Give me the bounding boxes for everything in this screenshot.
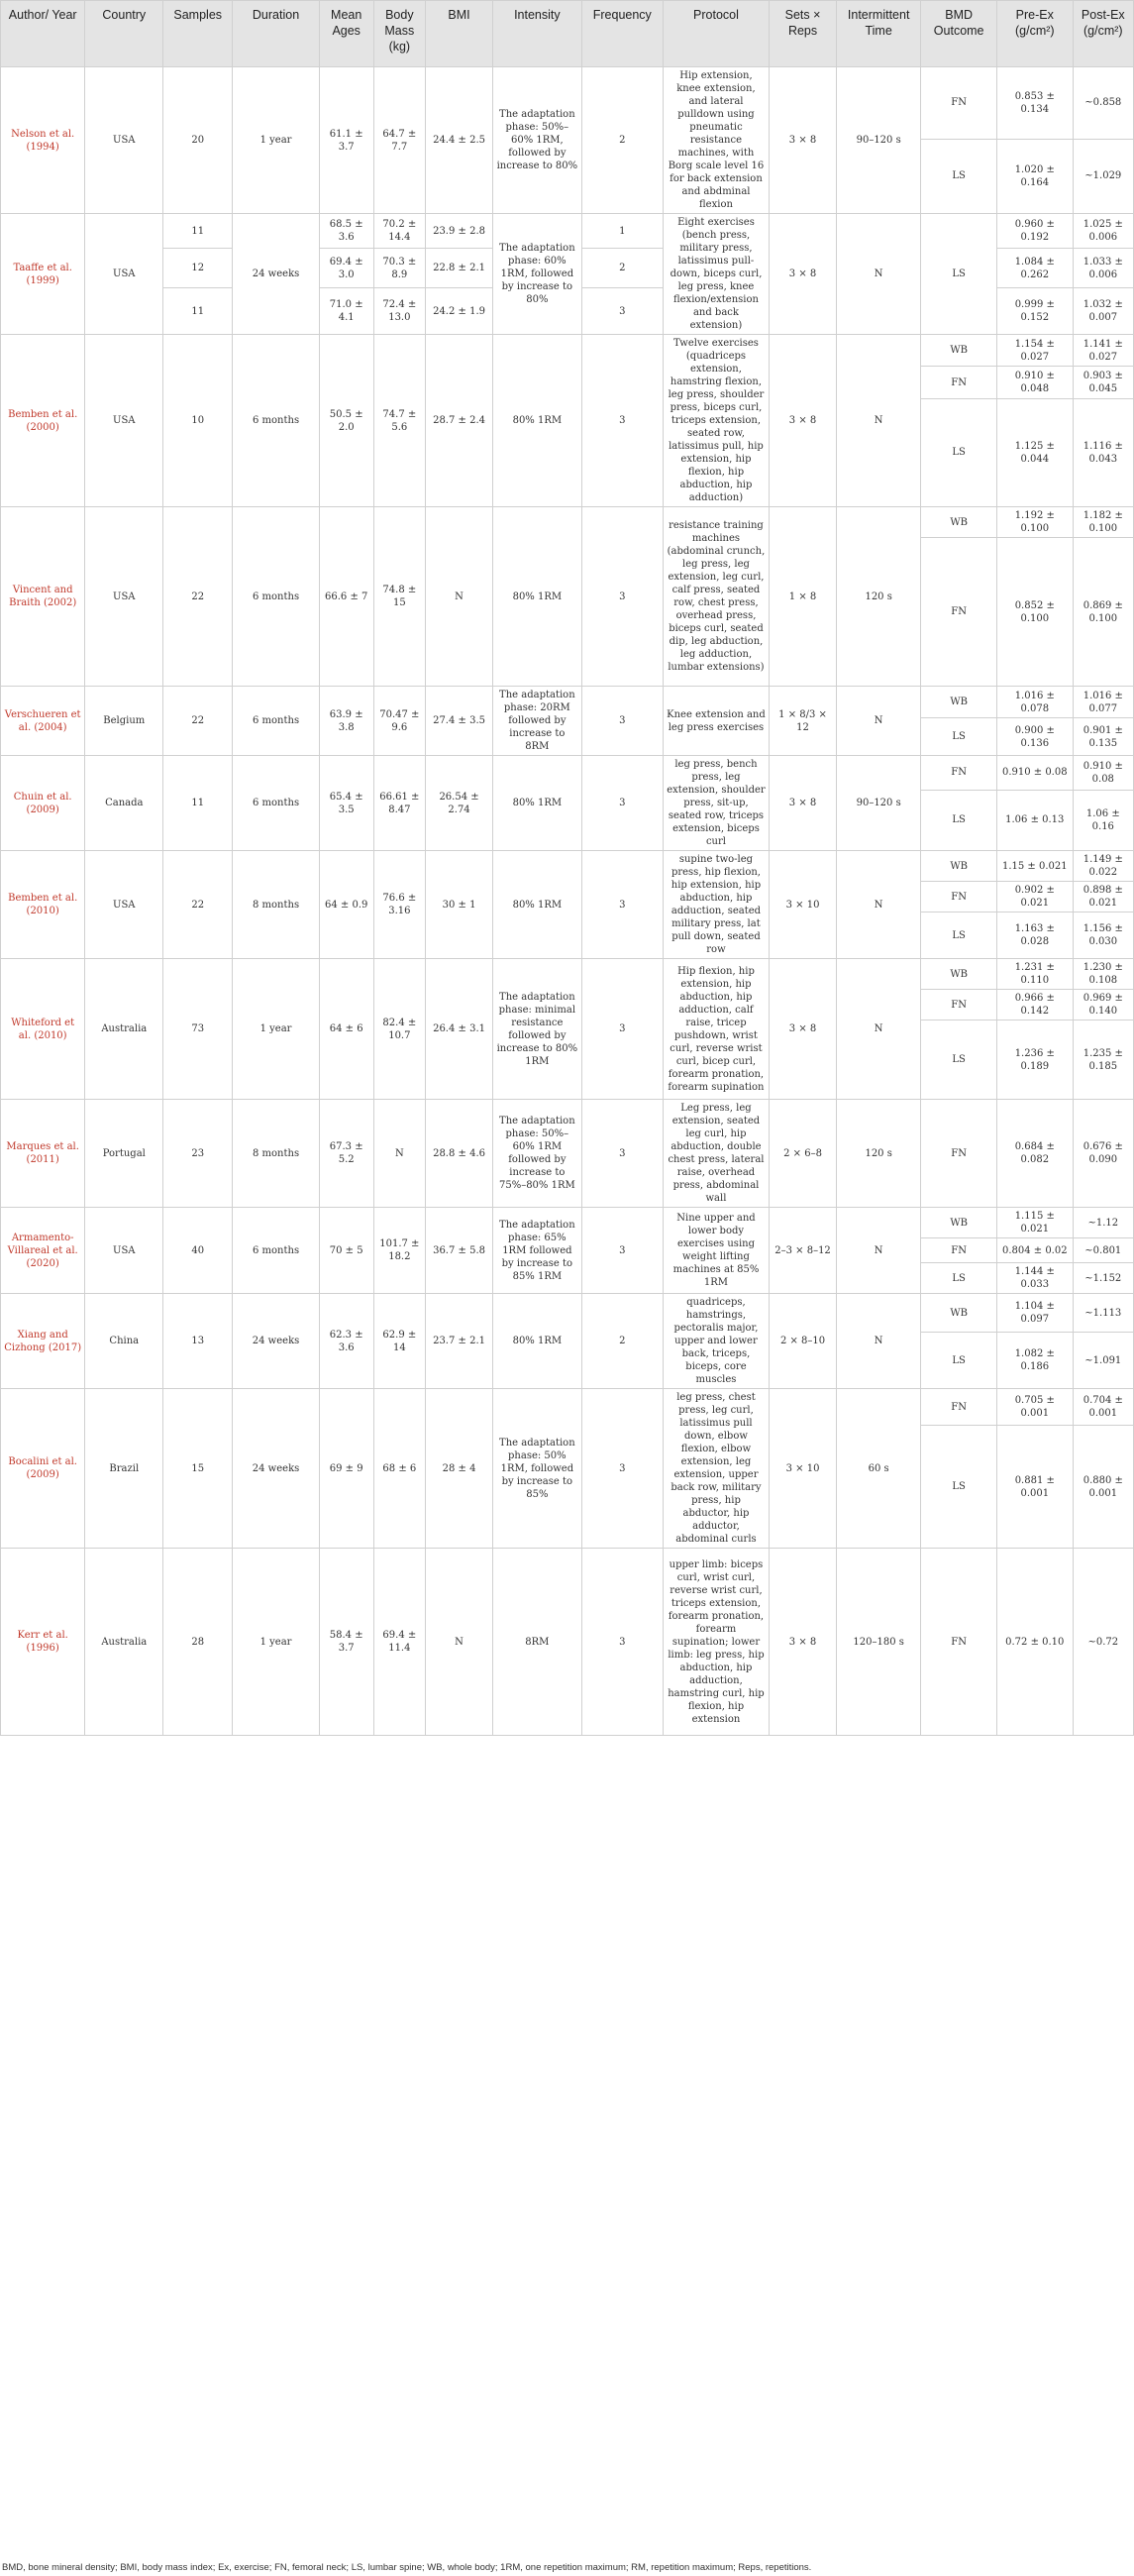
author-year-cell: Verschueren et al. (2004) (1, 687, 85, 756)
protocol-cell: leg press, chest press, leg curl, latissimus pull down, elbow flexion, elbow extension, leg extension, upper back row, military press, hip abductor, hip adductor, abdominal curls (663, 1389, 769, 1549)
country-cell: USA (85, 851, 163, 959)
pre-ex-cell: 0.910 ± 0.08 (996, 756, 1073, 791)
sets-reps-cell: 3 × 8 (770, 959, 837, 1100)
bmd-outcome-cell: LS (921, 139, 997, 213)
intermittent-time-cell: 60 s (836, 1389, 920, 1549)
bmi-cell: 26.54 ± 2.74 (426, 756, 493, 851)
post-ex-cell: ~1.152 (1073, 1263, 1133, 1294)
samples-cell: 22 (163, 851, 233, 959)
intermittent-time-cell: N (836, 959, 920, 1100)
header-sets-reps: Sets × Reps (770, 1, 837, 67)
post-ex-cell: 0.901 ± 0.135 (1073, 718, 1133, 756)
protocol-cell: Twelve exercises (quadriceps extension, hamstring flexion, leg press, shoulder press, biceps curl, triceps extension, seated row, latissimus pull, hip extension, hip flexion, hip abduction, hip adduction) (663, 335, 769, 507)
header-samples: Samples (163, 1, 233, 67)
header-body-mass: Body Mass (kg) (373, 1, 426, 67)
author-year-cell: Bemben et al. (2000) (1, 335, 85, 507)
table-row (1, 851, 1134, 882)
pre-ex-cell: 0.902 ± 0.021 (996, 882, 1073, 912)
intensity-cell: The adaptation phase: 65% 1RM followed by increase to 85% 1RM (492, 1208, 581, 1294)
pre-ex-cell: 1.231 ± 0.110 (996, 959, 1073, 990)
bmd-outcome-cell: WB (921, 1208, 997, 1238)
table-row (1, 507, 1134, 538)
protocol-cell: Eight exercises (bench press, military press, latissimus pull-down, biceps curl, leg press, knee flexion/extension and back extension) (663, 214, 769, 335)
bmd-outcome-cell: LS (921, 1263, 997, 1294)
pre-ex-cell: 1.236 ± 0.189 (996, 1020, 1073, 1100)
protocol-cell: Hip extension, knee extension, and lateral pulldown using pneumatic resistance machines, with Borg scale level 16 for back extension and abdminal flexion (663, 67, 769, 214)
duration-cell: 6 months (233, 756, 320, 851)
intensity-cell: The adaptation phase: 50%–60% 1RM, followed by increase to 80% (492, 67, 581, 214)
body-mass-cell: 72.4 ± 13.0 (373, 288, 426, 335)
post-ex-cell: 1.141 ± 0.027 (1073, 335, 1133, 367)
samples-cell: 23 (163, 1100, 233, 1208)
protocol-cell: quadriceps, hamstrings, pectoralis major, upper and lower back, triceps, biceps, core muscles (663, 1294, 769, 1389)
bmd-outcome-cell: WB (921, 687, 997, 718)
pre-ex-cell: 0.999 ± 0.152 (996, 288, 1073, 335)
intensity-cell: 80% 1RM (492, 507, 581, 687)
country-cell: Belgium (85, 687, 163, 756)
frequency-cell: 3 (581, 288, 663, 335)
intensity-cell: The adaptation phase: minimal resistance followed by increase to 80% 1RM (492, 959, 581, 1100)
header-author: Author/ Year (1, 1, 85, 67)
intensity-cell: The adaptation phase: 60% 1RM, followed by increase to 80% (492, 214, 581, 335)
post-ex-cell: 1.016 ± 0.077 (1073, 687, 1133, 718)
sets-reps-cell: 3 × 8 (770, 214, 837, 335)
mean-age-cell: 69.4 ± 3.0 (319, 249, 373, 288)
mean-age-cell: 50.5 ± 2.0 (319, 335, 373, 507)
intermittent-time-cell: 90–120 s (836, 756, 920, 851)
bmd-outcome-cell: LS (921, 1426, 997, 1549)
protocol-cell: Leg press, leg extension, seated leg curl, hip abduction, double chest press, lateral raise, overhead press, abdominal wall (663, 1100, 769, 1208)
frequency-cell: 3 (581, 959, 663, 1100)
pre-ex-cell: 0.72 ± 0.10 (996, 1549, 1073, 1736)
post-ex-cell: 1.033 ± 0.006 (1073, 249, 1133, 288)
protocol-cell: Nine upper and lower body exercises using weight lifting machines at 85% 1RM (663, 1208, 769, 1294)
samples-cell: 12 (163, 249, 233, 288)
body-mass-cell: 70.47 ± 9.6 (373, 687, 426, 756)
bmd-outcome-cell: FN (921, 1238, 997, 1263)
body-mass-cell: 66.61 ± 8.47 (373, 756, 426, 851)
frequency-cell: 3 (581, 756, 663, 851)
bmi-cell: N (426, 1549, 493, 1736)
pre-ex-cell: 0.881 ± 0.001 (996, 1426, 1073, 1549)
country-cell: USA (85, 507, 163, 687)
header-protocol: Protocol (663, 1, 769, 67)
mean-age-cell: 61.1 ± 3.7 (319, 67, 373, 214)
bmi-cell: 36.7 ± 5.8 (426, 1208, 493, 1294)
header-frequency: Frequency (581, 1, 663, 67)
bmd-outcome-cell: LS (921, 1333, 997, 1389)
bmd-outcome-cell: FN (921, 756, 997, 791)
header-intermittent-time: Intermittent Time (836, 1, 920, 67)
table-row (1, 1549, 1134, 1736)
table-row (1, 1208, 1134, 1238)
bmi-cell: 30 ± 1 (426, 851, 493, 959)
post-ex-cell: 1.06 ± 0.16 (1073, 790, 1133, 850)
pre-ex-cell: 0.705 ± 0.001 (996, 1389, 1073, 1426)
bmd-outcome-cell: LS (921, 718, 997, 756)
post-ex-cell: 1.116 ± 0.043 (1073, 398, 1133, 506)
bmd-outcome-cell: WB (921, 1294, 997, 1333)
bmd-outcome-cell: FN (921, 1389, 997, 1426)
author-year-cell: Taaffe et al. (1999) (1, 214, 85, 335)
table-row (1, 214, 1134, 249)
bmd-outcome-cell: LS (921, 790, 997, 850)
bmd-outcome-cell: WB (921, 335, 997, 367)
mean-age-cell: 71.0 ± 4.1 (319, 288, 373, 335)
body-mass-cell: 69.4 ± 11.4 (373, 1549, 426, 1736)
frequency-cell: 3 (581, 335, 663, 507)
author-year-cell: Whiteford et al. (2010) (1, 959, 85, 1100)
samples-cell: 10 (163, 335, 233, 507)
header-mean-ages: Mean Ages (319, 1, 373, 67)
samples-cell: 11 (163, 756, 233, 851)
intensity-cell: 80% 1RM (492, 1294, 581, 1389)
header-intensity: Intensity (492, 1, 581, 67)
samples-cell: 22 (163, 507, 233, 687)
header-duration: Duration (233, 1, 320, 67)
intermittent-time-cell: 120 s (836, 507, 920, 687)
body-mass-cell: 70.2 ± 14.4 (373, 214, 426, 249)
mean-age-cell: 70 ± 5 (319, 1208, 373, 1294)
bmd-outcome-cell: FN (921, 1100, 997, 1208)
duration-cell: 1 year (233, 67, 320, 214)
post-ex-cell: 0.676 ± 0.090 (1073, 1100, 1133, 1208)
sets-reps-cell: 3 × 8 (770, 67, 837, 214)
body-mass-cell: 82.4 ± 10.7 (373, 959, 426, 1100)
bmd-outcome-cell: LS (921, 912, 997, 959)
author-year-cell: Vincent and Braith (2002) (1, 507, 85, 687)
duration-cell: 6 months (233, 1208, 320, 1294)
duration-cell: 24 weeks (233, 214, 320, 335)
pre-ex-cell: 1.084 ± 0.262 (996, 249, 1073, 288)
sets-reps-cell: 2 × 6–8 (770, 1100, 837, 1208)
country-cell: USA (85, 214, 163, 335)
bmd-outcome-cell: FN (921, 538, 997, 687)
frequency-cell: 3 (581, 851, 663, 959)
samples-cell: 73 (163, 959, 233, 1100)
intermittent-time-cell: N (836, 1208, 920, 1294)
frequency-cell: 2 (581, 67, 663, 214)
country-cell: Australia (85, 959, 163, 1100)
protocol-cell: resistance training machines (abdominal crunch, leg press, leg extension, leg curl, calf press, seated row, chest press, overhead press, biceps curl, seated dip, leg abduction, leg adduction, lumbar extensions) (663, 507, 769, 687)
post-ex-cell: 1.235 ± 0.185 (1073, 1020, 1133, 1100)
pre-ex-cell: 0.910 ± 0.048 (996, 367, 1073, 398)
mean-age-cell: 62.3 ± 3.6 (319, 1294, 373, 1389)
duration-cell: 1 year (233, 959, 320, 1100)
intermittent-time-cell: 120–180 s (836, 1549, 920, 1736)
sets-reps-cell: 3 × 8 (770, 335, 837, 507)
bmi-cell: 28.8 ± 4.6 (426, 1100, 493, 1208)
author-year-cell: Nelson et al. (1994) (1, 67, 85, 214)
samples-cell: 13 (163, 1294, 233, 1389)
post-ex-cell: 0.898 ± 0.021 (1073, 882, 1133, 912)
bmi-cell: 26.4 ± 3.1 (426, 959, 493, 1100)
frequency-cell: 3 (581, 687, 663, 756)
body-mass-cell: 70.3 ± 8.9 (373, 249, 426, 288)
intensity-cell: 8RM (492, 1549, 581, 1736)
table-row (1, 1389, 1134, 1426)
bmd-outcome-cell: FN (921, 990, 997, 1020)
intermittent-time-cell: 90–120 s (836, 67, 920, 214)
sets-reps-cell: 2 × 8–10 (770, 1294, 837, 1389)
table-row (1, 67, 1134, 140)
bmd-outcome-cell: FN (921, 67, 997, 140)
sets-reps-cell: 3 × 8 (770, 1549, 837, 1736)
body-mass-cell: 76.6 ± 3.16 (373, 851, 426, 959)
mean-age-cell: 63.9 ± 3.8 (319, 687, 373, 756)
frequency-cell: 3 (581, 1549, 663, 1736)
duration-cell: 24 weeks (233, 1294, 320, 1389)
table-row (1, 756, 1134, 791)
author-year-cell: Bemben et al. (2010) (1, 851, 85, 959)
protocol-cell: Hip flexion, hip extension, hip abduction, hip adduction, calf raise, tricep pushdown, wrist curl, reverse wrist curl, bicep curl, forearm pronation, forearm supination (663, 959, 769, 1100)
bmi-cell: 28 ± 4 (426, 1389, 493, 1549)
pre-ex-cell: 1.104 ± 0.097 (996, 1294, 1073, 1333)
duration-cell: 8 months (233, 1100, 320, 1208)
post-ex-cell: ~0.72 (1073, 1549, 1133, 1736)
samples-cell: 20 (163, 67, 233, 214)
post-ex-cell: ~0.858 (1073, 67, 1133, 140)
duration-cell: 24 weeks (233, 1389, 320, 1549)
bmd-outcome-cell: WB (921, 851, 997, 882)
protocol-cell: leg press, bench press, leg extension, shoulder press, sit-up, seated row, triceps extension, biceps curl (663, 756, 769, 851)
pre-ex-cell: 0.852 ± 0.100 (996, 538, 1073, 687)
header-bmd-outcome: BMD Outcome (921, 1, 997, 67)
post-ex-cell: 1.230 ± 0.108 (1073, 959, 1133, 990)
post-ex-cell: 0.969 ± 0.140 (1073, 990, 1133, 1020)
intensity-cell: 80% 1RM (492, 756, 581, 851)
header-country: Country (85, 1, 163, 67)
country-cell: China (85, 1294, 163, 1389)
intermittent-time-cell: N (836, 1294, 920, 1389)
frequency-cell: 3 (581, 1389, 663, 1549)
post-ex-cell: 1.156 ± 0.030 (1073, 912, 1133, 959)
mean-age-cell: 64 ± 0.9 (319, 851, 373, 959)
body-mass-cell: 68 ± 6 (373, 1389, 426, 1549)
author-year-cell: Xiang and Cizhong (2017) (1, 1294, 85, 1389)
country-cell: Canada (85, 756, 163, 851)
bmi-cell: 22.8 ± 2.1 (426, 249, 493, 288)
sets-reps-cell: 3 × 10 (770, 851, 837, 959)
post-ex-cell: ~1.091 (1073, 1333, 1133, 1389)
bmi-cell: 24.4 ± 2.5 (426, 67, 493, 214)
table-row (1, 687, 1134, 718)
header-bmi: BMI (426, 1, 493, 67)
table-row (1, 335, 1134, 367)
post-ex-cell: ~1.12 (1073, 1208, 1133, 1238)
post-ex-cell: 1.032 ± 0.007 (1073, 288, 1133, 335)
samples-cell: 22 (163, 687, 233, 756)
post-ex-cell: ~1.029 (1073, 139, 1133, 213)
pre-ex-cell: 0.966 ± 0.142 (996, 990, 1073, 1020)
samples-cell: 28 (163, 1549, 233, 1736)
sets-reps-cell: 1 × 8/3 × 12 (770, 687, 837, 756)
intermittent-time-cell: N (836, 851, 920, 959)
intermittent-time-cell: N (836, 214, 920, 335)
pre-ex-cell: 0.853 ± 0.134 (996, 67, 1073, 140)
post-ex-cell: 1.182 ± 0.100 (1073, 507, 1133, 538)
pre-ex-cell: 1.020 ± 0.164 (996, 139, 1073, 213)
pre-ex-cell: 1.082 ± 0.186 (996, 1333, 1073, 1389)
table-footnote: BMD, bone mineral density; BMI, body mass index; Ex, exercise; FN, femoral neck; LS, lumbar spine; WB, whole body; 1RM, one repetition maximum; RM, repetition maximum; Reps, repetitions. (2, 2562, 812, 2573)
header-post-ex: Post-Ex (g/cm²) (1073, 1, 1133, 67)
pre-ex-cell: 1.163 ± 0.028 (996, 912, 1073, 959)
intensity-cell: 80% 1RM (492, 851, 581, 959)
author-year-cell: Kerr et al. (1996) (1, 1549, 85, 1736)
mean-age-cell: 65.4 ± 3.5 (319, 756, 373, 851)
mean-age-cell: 66.6 ± 7 (319, 507, 373, 687)
post-ex-cell: 0.869 ± 0.100 (1073, 538, 1133, 687)
sets-reps-cell: 3 × 10 (770, 1389, 837, 1549)
bmi-cell: 27.4 ± 3.5 (426, 687, 493, 756)
post-ex-cell: 0.704 ± 0.001 (1073, 1389, 1133, 1426)
bmd-outcome-cell: LS (921, 398, 997, 506)
country-cell: USA (85, 1208, 163, 1294)
sets-reps-cell: 1 × 8 (770, 507, 837, 687)
intermittent-time-cell: N (836, 335, 920, 507)
mean-age-cell: 58.4 ± 3.7 (319, 1549, 373, 1736)
country-cell: Portugal (85, 1100, 163, 1208)
duration-cell: 6 months (233, 507, 320, 687)
duration-cell: 1 year (233, 1549, 320, 1736)
frequency-cell: 1 (581, 214, 663, 249)
table-row (1, 1294, 1134, 1333)
body-mass-cell: 101.7 ± 18.2 (373, 1208, 426, 1294)
country-cell: Brazil (85, 1389, 163, 1549)
pre-ex-cell: 1.125 ± 0.044 (996, 398, 1073, 506)
pre-ex-cell: 0.804 ± 0.02 (996, 1238, 1073, 1263)
header-pre-ex: Pre-Ex (g/cm²) (996, 1, 1073, 67)
duration-cell: 6 months (233, 687, 320, 756)
frequency-cell: 3 (581, 1208, 663, 1294)
header-row (1, 1, 1134, 67)
frequency-cell: 3 (581, 1100, 663, 1208)
pre-ex-cell: 1.15 ± 0.021 (996, 851, 1073, 882)
post-ex-cell: ~0.801 (1073, 1238, 1133, 1263)
bmd-outcome-cell: FN (921, 367, 997, 398)
country-cell: USA (85, 335, 163, 507)
body-mass-cell: 62.9 ± 14 (373, 1294, 426, 1389)
post-ex-cell: 1.149 ± 0.022 (1073, 851, 1133, 882)
samples-cell: 11 (163, 214, 233, 249)
pre-ex-cell: 1.144 ± 0.033 (996, 1263, 1073, 1294)
post-ex-cell: 0.903 ± 0.045 (1073, 367, 1133, 398)
mean-age-cell: 67.3 ± 5.2 (319, 1100, 373, 1208)
samples-cell: 11 (163, 288, 233, 335)
samples-cell: 40 (163, 1208, 233, 1294)
mean-age-cell: 68.5 ± 3.6 (319, 214, 373, 249)
intensity-cell: 80% 1RM (492, 335, 581, 507)
mean-age-cell: 64 ± 6 (319, 959, 373, 1100)
duration-cell: 8 months (233, 851, 320, 959)
bmd-outcome-cell: WB (921, 507, 997, 538)
author-year-cell: Chuin et al. (2009) (1, 756, 85, 851)
protocol-cell: Knee extension and leg press exercises (663, 687, 769, 756)
table-row (1, 959, 1134, 990)
body-mass-cell: 74.7 ± 5.6 (373, 335, 426, 507)
intensity-cell: The adaptation phase: 50% 1RM, followed by increase to 85% (492, 1389, 581, 1549)
bmd-outcome-cell: FN (921, 882, 997, 912)
protocol-cell: upper limb: biceps curl, wrist curl, reverse wrist curl, triceps extension, forearm pronation, forearm supination; lower limb: leg press, hip abduction, hip adduction, hamstring curl, hip flexion, hip extension (663, 1549, 769, 1736)
table-body (1, 67, 1134, 1736)
bmi-cell: N (426, 507, 493, 687)
duration-cell: 6 months (233, 335, 320, 507)
body-mass-cell: 64.7 ± 7.7 (373, 67, 426, 214)
samples-cell: 15 (163, 1389, 233, 1549)
bmd-outcome-cell: WB (921, 959, 997, 990)
country-cell: Australia (85, 1549, 163, 1736)
post-ex-cell: ~1.113 (1073, 1294, 1133, 1333)
mean-age-cell: 69 ± 9 (319, 1389, 373, 1549)
sets-reps-cell: 2–3 × 8–12 (770, 1208, 837, 1294)
bmd-outcome-cell: LS (921, 1020, 997, 1100)
bmi-cell: 24.2 ± 1.9 (426, 288, 493, 335)
body-mass-cell: N (373, 1100, 426, 1208)
bmd-outcome-cell: LS (921, 214, 997, 335)
author-year-cell: Armamento-Villareal et al. (2020) (1, 1208, 85, 1294)
pre-ex-cell: 1.016 ± 0.078 (996, 687, 1073, 718)
pre-ex-cell: 1.192 ± 0.100 (996, 507, 1073, 538)
post-ex-cell: 0.910 ± 0.08 (1073, 756, 1133, 791)
bmd-outcome-cell: FN (921, 1549, 997, 1736)
intermittent-time-cell: 120 s (836, 1100, 920, 1208)
country-cell: USA (85, 67, 163, 214)
intensity-cell: The adaptation phase: 50%–60% 1RM followed by increase to 75%–80% 1RM (492, 1100, 581, 1208)
pre-ex-cell: 1.115 ± 0.021 (996, 1208, 1073, 1238)
author-year-cell: Marques et al. (2011) (1, 1100, 85, 1208)
bmi-cell: 23.9 ± 2.8 (426, 214, 493, 249)
intermittent-time-cell: N (836, 687, 920, 756)
table-row (1, 1100, 1134, 1208)
frequency-cell: 3 (581, 507, 663, 687)
pre-ex-cell: 0.684 ± 0.082 (996, 1100, 1073, 1208)
protocol-cell: supine two-leg press, hip flexion, hip extension, hip abduction, hip adduction, seated military press, lat pull down, seated row (663, 851, 769, 959)
sets-reps-cell: 3 × 8 (770, 756, 837, 851)
bmi-cell: 28.7 ± 2.4 (426, 335, 493, 507)
frequency-cell: 2 (581, 249, 663, 288)
author-year-cell: Bocalini et al. (2009) (1, 1389, 85, 1549)
body-mass-cell: 74.8 ± 15 (373, 507, 426, 687)
pre-ex-cell: 1.154 ± 0.027 (996, 335, 1073, 367)
pre-ex-cell: 0.900 ± 0.136 (996, 718, 1073, 756)
pre-ex-cell: 1.06 ± 0.13 (996, 790, 1073, 850)
pre-ex-cell: 0.960 ± 0.192 (996, 214, 1073, 249)
bmi-cell: 23.7 ± 2.1 (426, 1294, 493, 1389)
frequency-cell: 2 (581, 1294, 663, 1389)
post-ex-cell: 1.025 ± 0.006 (1073, 214, 1133, 249)
intensity-cell: The adaptation phase: 20RM followed by increase to 8RM (492, 687, 581, 756)
post-ex-cell: 0.880 ± 0.001 (1073, 1426, 1133, 1549)
